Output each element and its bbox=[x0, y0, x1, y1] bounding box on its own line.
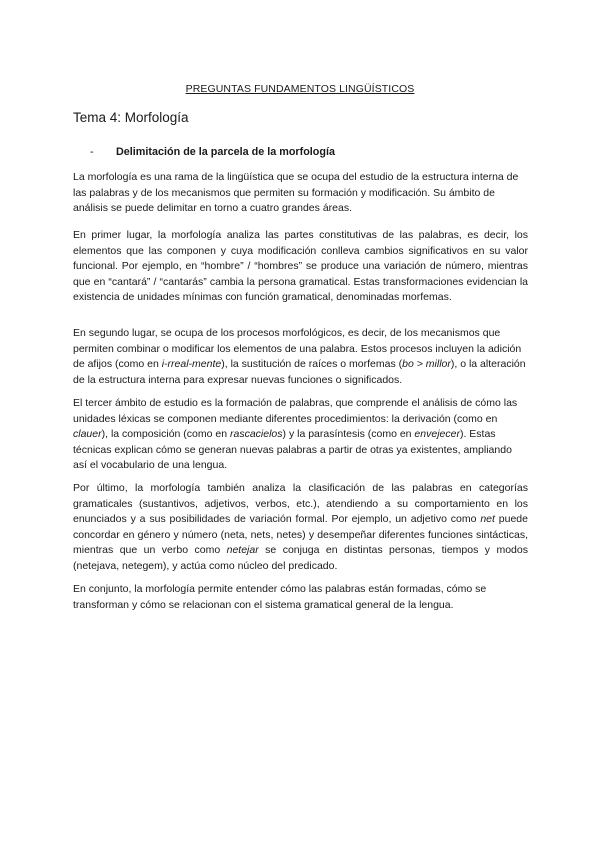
paragraph-word-formation-text bbox=[73, 396, 528, 474]
paragraph-intro-text: La morfología es una rama de la lingüística que se ocupa del estudio de la estructura interna de las palabras y de los mecanismos que permiten su formación y modificación. Su ámbito de análisis se puede delimitar en torno a cuatro grandes áreas. bbox=[73, 171, 519, 214]
example-word: envejecer bbox=[414, 428, 460, 440]
paragraph-morphological-processes-text bbox=[73, 326, 528, 388]
text-run: ) y la parasíntesis (como en bbox=[282, 428, 415, 440]
paragraph-morphological-processes bbox=[73, 326, 528, 388]
paragraph-conclusion-text: En conjunto, la morfología permite entender cómo las palabras están formadas, cómo se transforman y cómo se relacionan con el sistema gramatical general de la lengua. bbox=[73, 583, 487, 611]
document-title: PREGUNTAS FUNDAMENTOS LINGÜÍSTICOS bbox=[185, 83, 415, 95]
example-word: net bbox=[480, 513, 495, 525]
text-run: se conjuga en distintas personas, tiempos y modos (netejava, netegem), y actúa como núcleo del predicado. bbox=[73, 544, 528, 572]
example-word: clauer bbox=[73, 428, 102, 440]
example-word: bo > millor bbox=[402, 358, 451, 370]
text-run: ). Estas técnicas explican cómo se generan nuevas palabras a partir de otras ya existentes, ampliando así el vocabulario de una lengua. bbox=[73, 428, 512, 471]
paragraph-constitutive-parts bbox=[73, 228, 528, 306]
section-heading bbox=[90, 146, 335, 158]
paragraph-word-formation bbox=[73, 396, 528, 474]
text-run: Por último, la morfología también analiza la clasificación de las palabras en categorías gramaticales (sustantivos, adjetivos, verbos, etc.), atendiendo a su comportamiento en los enunciados y a sus posibilidades de variación formal. Por ejemplo, un adjetivo como bbox=[73, 482, 528, 525]
topic-heading: Tema 4: Morfología bbox=[73, 110, 189, 125]
section-heading-text: Delimitación de la parcela de la morfología bbox=[116, 146, 336, 158]
paragraph-conclusion bbox=[73, 582, 528, 613]
paragraph-word-classes-text bbox=[73, 481, 528, 574]
text-run: puede concordar en género y número (neta, nets, netes) y desempeñar diferentes funciones sintácticas, mientras que un verbo como bbox=[73, 513, 528, 556]
paragraph-word-classes bbox=[73, 481, 528, 574]
bullet-dash: - bbox=[90, 146, 94, 158]
text-run: ), la composición (como en bbox=[101, 428, 230, 440]
example-word: netejar bbox=[226, 544, 259, 556]
paragraph-intro bbox=[73, 170, 528, 217]
example-word: i-rreal-mente bbox=[161, 358, 222, 370]
example-word: rascacielos bbox=[230, 428, 283, 440]
text-run: En segundo lugar, se ocupa de los procesos morfológicos, es decir, de los mecanismos que permiten combinar o modificar los elementos de una palabra. Estos procesos incluyen la adición de afijos (como en bbox=[73, 327, 522, 370]
text-run: ), la sustitución de raíces o morfemas ( bbox=[221, 358, 403, 370]
text-run: El tercer ámbito de estudio es la formación de palabras, que comprende el análisis de cómo las unidades léxicas se componen mediante diferentes procedimientos: la derivación (como en bbox=[73, 397, 518, 425]
paragraph-constitutive-parts-text: En primer lugar, la morfología analiza las partes constitutivas de las palabras, es decir, los elementos que las componen y cuya modificación conlleva cambios significativos en su valor funcional. Por ejemplo, en “hombre” / “hombres” se produce una variación de número, mientras que en “cantará” / “cantarás” cambia la persona gramatical. Estas transformaciones evidencian la existencia de unidades mínimas con función gramatical, denominadas morfemas. bbox=[73, 229, 528, 303]
text-run: ), o la alteración de la estructura interna para expresar nuevas funciones o significados. bbox=[73, 358, 526, 386]
